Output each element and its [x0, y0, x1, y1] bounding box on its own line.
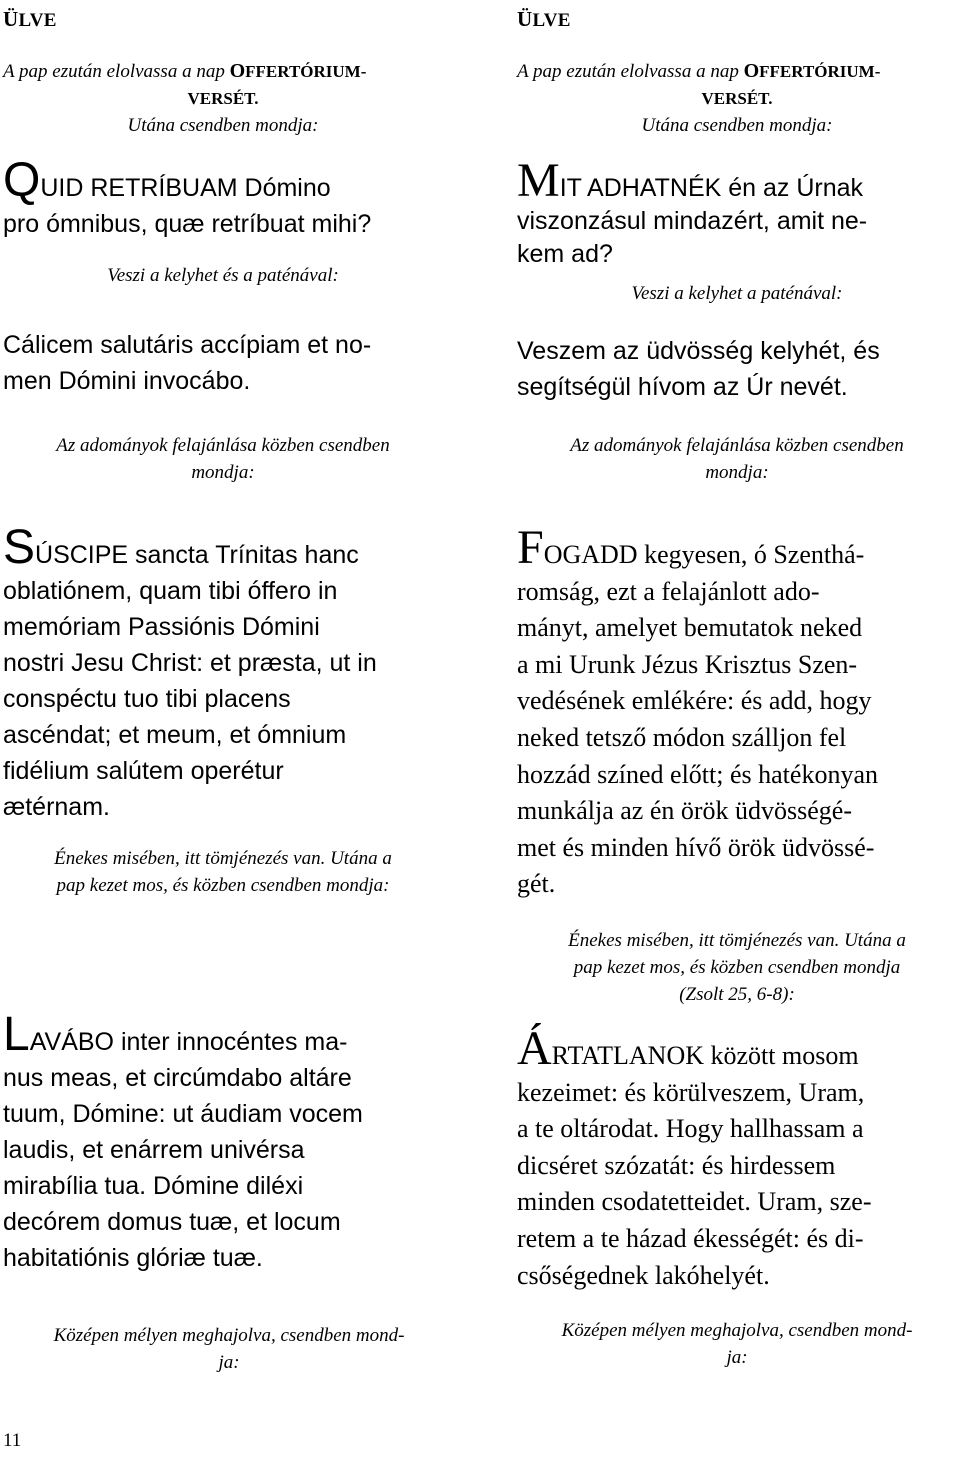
text-line: OGADD kegyesen, ó Szenthá- — [543, 540, 865, 569]
text-line: habitatiónis glóriæ tuæ. — [3, 1244, 263, 1272]
rubric-smallcaps-initial: O — [229, 60, 246, 82]
veszem-text — [517, 333, 880, 405]
drop-cap: F — [517, 521, 544, 574]
text-line: IT ADHATNÉK én az Úrnak — [559, 174, 864, 202]
rubric-washing — [517, 927, 957, 1008]
page-number: 11 — [3, 1430, 22, 1451]
text-line: ÚSCIPE sancta Trínitas hanc — [35, 541, 359, 569]
section-header — [3, 7, 57, 32]
text-line: men Dómini invocábo. — [3, 367, 251, 395]
rubric-smallcaps-initial: O — [743, 60, 760, 82]
rubric-text: Utána csendben mondja: — [127, 115, 319, 136]
text-line: romság, ezt a felajánlott ado- — [517, 576, 820, 606]
mit-adhatnek-text — [517, 154, 868, 271]
artatlanok-text — [517, 1022, 872, 1294]
rubric-text: Énekes misében, itt tömjénezés van. Utána a — [568, 930, 906, 951]
text-line: tuum, Dómine: ut áudiam vocem — [3, 1100, 363, 1128]
text-line: conspéctu tuo tibi placens — [3, 685, 291, 713]
rubric-text: Középen mélyen meghajolva, csendben mond- — [561, 1320, 913, 1341]
text-line: kezeimet: és körülveszem, Uram, — [517, 1077, 865, 1107]
text-line: dicséret szózatát: és hirdessem — [517, 1150, 836, 1180]
rubric-offertory — [3, 58, 455, 139]
rubric-text: pap kezet mos, és közben csendben mondja — [573, 957, 901, 978]
text-line: gét. — [517, 869, 556, 899]
text-line: memóriam Passiónis Dómini — [3, 613, 320, 641]
text-line: fidélium salútem operétur — [3, 757, 284, 785]
rubric-text: A pap ezután elolvassa a nap — [3, 61, 230, 82]
text-line: met és minden hívő örök üdvössé- — [517, 832, 875, 862]
rubric-smallcaps: VERSÉT. — [701, 89, 773, 108]
suscipe-text — [3, 521, 377, 825]
rubric-text: ja: — [218, 1352, 240, 1373]
text-line: a mi Urunk Jézus Krisztus Szen- — [517, 649, 858, 679]
rubric-offerings — [3, 432, 443, 486]
rubric-smallcaps: VERSÉT. — [187, 89, 259, 108]
text-line: retem a te házad ékességét: és di- — [517, 1223, 864, 1253]
rubric-offerings — [517, 432, 957, 486]
text-line: mirabília tua. Dómine diléxi — [3, 1172, 304, 1200]
text-line: munkálja az én örök üdvösségé- — [517, 796, 853, 826]
rubric-calix: Veszi a kelyhet a paténával: — [631, 283, 843, 304]
text-line: laudis, et enárrem univérsa — [3, 1136, 305, 1164]
text-line: Veszem az üdvösség kelyhét, és — [517, 337, 880, 365]
rubric-text: (Zsolt 25, 6-8): — [679, 984, 795, 1005]
text-line: segítségül hívom az Úr nevét. — [517, 373, 848, 401]
text-line: decórem domus tuæ, et locum — [3, 1208, 341, 1236]
quid-retribuam-text — [3, 154, 372, 242]
text-line: nus meas, et circúmdabo altáre — [3, 1064, 352, 1092]
text-line: neked tetsző módon szálljon fel — [517, 722, 847, 752]
rubric-text: mondja: — [191, 462, 255, 483]
drop-cap: Q — [3, 154, 41, 207]
text-line: csőségednek lakóhelyét. — [517, 1260, 770, 1290]
text-line: minden csodatetteidet. Uram, sze- — [517, 1187, 872, 1217]
text-line: nostri Jesu Christ: et præsta, ut in — [3, 649, 377, 677]
lavabo-text — [3, 1008, 363, 1276]
rubric-text: ja: — [726, 1347, 748, 1368]
drop-cap: M — [517, 154, 560, 207]
fogadd-text — [517, 521, 878, 903]
text-line: ætérnam. — [3, 793, 110, 821]
rubric-text: Énekes misében, itt tömjénezés van. Utána a — [54, 848, 392, 869]
text-line: a te oltárodat. Hogy hallhassam a — [517, 1114, 864, 1144]
drop-cap: L — [3, 1008, 30, 1061]
text-line: viszonzásul mindazért, amit ne- — [517, 207, 868, 235]
section-header — [517, 7, 571, 32]
rubric-text: A pap ezután elolvassa a nap — [517, 61, 744, 82]
rubric-text: Az adományok felajánlása közben csendben — [56, 435, 390, 456]
drop-cap: Á — [517, 1022, 552, 1075]
text-line: oblatiónem, quam tibi óffero in — [3, 577, 338, 605]
header-initial: Ü — [3, 7, 19, 31]
rubric-smallcaps: FFERTÓRIUM- — [245, 62, 367, 81]
drop-cap: S — [3, 521, 36, 574]
rubric-text: Az adományok felajánlása közben csendben — [570, 435, 904, 456]
rubric-washing — [3, 845, 443, 899]
rubric-calix: Veszi a kelyhet és a paténával: — [107, 265, 339, 286]
text-line: RTATLANOK között mosom — [551, 1041, 859, 1070]
text-line: Cálicem salutáris accípiam et no- — [3, 331, 372, 359]
text-line: mányt, amelyet bemutatok neked — [517, 613, 863, 643]
text-line: AVÁBO inter innocéntes ma- — [29, 1028, 348, 1056]
text-line: UID RETRÍBUAM Dómino — [40, 174, 331, 202]
rubric-text: Utána csendben mondja: — [641, 115, 833, 136]
header-rest: LVE — [18, 10, 57, 31]
text-line: vedésének emlékére: és add, hogy — [517, 686, 872, 716]
rubric-text: Középen mélyen meghajolva, csendben mond- — [53, 1325, 405, 1346]
rubric-text: pap kezet mos, és közben csendben mondja: — [56, 875, 390, 896]
rubric-bow — [517, 1317, 957, 1371]
rubric-text: mondja: — [705, 462, 769, 483]
text-line: ascéndat; et meum, et ómnium — [3, 721, 347, 749]
text-line: kem ad? — [517, 240, 613, 268]
rubric-smallcaps: FFERTÓRIUM- — [759, 62, 881, 81]
text-line: hozzád színed előtt; és hatékonyan — [517, 759, 878, 789]
rubric-bow — [3, 1322, 455, 1376]
text-line: pro ómnibus, quæ retríbuat mihi? — [3, 210, 372, 238]
header-rest: LVE — [532, 10, 571, 31]
rubric-offertory — [517, 58, 957, 139]
calicem-text — [3, 327, 371, 399]
header-initial: Ü — [517, 7, 533, 31]
